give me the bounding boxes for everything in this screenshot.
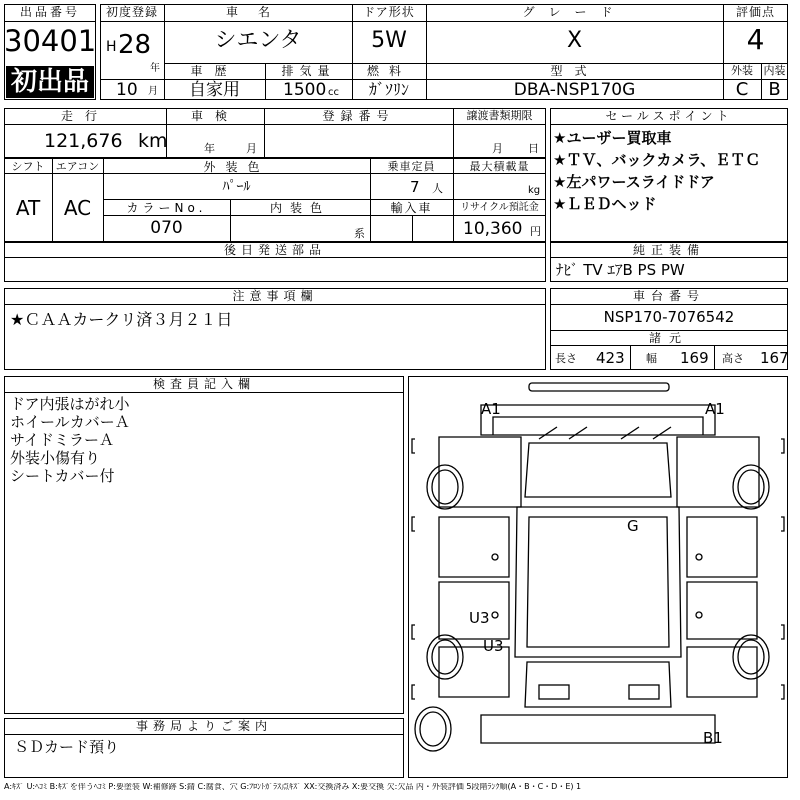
recycle-label: リサイクル預託金: [460, 202, 539, 213]
color-no-value: 070: [150, 218, 183, 238]
sales-points-label: セールスポイント: [605, 109, 733, 123]
mileage-value: 121,676: [44, 130, 123, 152]
sales-point-4: ★ＬＥＤヘッド: [553, 195, 657, 213]
color-no-label: カラーNo.: [126, 201, 207, 215]
exterior-label: 外装: [731, 64, 753, 77]
car-name: シエンタ: [214, 28, 302, 53]
width-label: 幅: [646, 352, 657, 365]
dims-label: 諸元: [648, 331, 689, 345]
sales-point-3: ★左パワースライドドア: [553, 173, 715, 191]
transfer-month-unit: 月: [492, 142, 503, 155]
capacity-value: 7: [410, 178, 420, 196]
first-listing-badge: 初出品: [6, 66, 94, 98]
displacement-value: 1500: [283, 80, 327, 100]
inspector-line-4: 外装小傷有り: [10, 449, 101, 467]
interior-score: B: [768, 79, 781, 100]
load-label: 最大積載量: [469, 160, 530, 173]
sales-point-2: ★ＴＶ、バックカメラ、ＥＴＣ: [553, 151, 761, 169]
first-reg-label: 初度登録: [105, 5, 158, 19]
grade-value: X: [566, 28, 583, 53]
office-label: 事務局よりご案内: [135, 719, 272, 733]
mark-left-side-1: U3: [469, 609, 490, 627]
recycle-unit: 円: [530, 225, 541, 238]
shift-value: AT: [15, 196, 41, 220]
displacement-unit: cc: [328, 87, 339, 98]
registration-label: 登録番号: [322, 109, 395, 123]
notes-value: ★ＣＡＡカークリ済３月２１日: [10, 310, 233, 329]
int-color-label: 内装色: [269, 201, 330, 215]
score-label: 評価点: [735, 5, 775, 19]
history-label: 車歴: [190, 64, 239, 78]
interior-label: 内装: [763, 64, 786, 77]
inspection-month-unit: 月: [246, 142, 257, 155]
era-letter: H: [106, 39, 117, 55]
load-unit: kg: [528, 185, 541, 196]
equipment-value: ﾅﾋﾞ TV ｴｱB PS PW: [556, 261, 685, 279]
score-value: 4: [746, 23, 765, 56]
mark-glass: G: [627, 517, 639, 535]
inspector-label: 検査員記入欄: [152, 377, 255, 391]
lot-label: 出品番号: [19, 5, 80, 19]
sales-point-1: ★ユーザー買取車: [553, 129, 672, 147]
chassis-number: NSP170-7076542: [603, 308, 735, 326]
capacity-label: 乗車定員: [387, 160, 436, 173]
height-label: 高さ: [722, 352, 744, 365]
damage-diagram-box: [408, 376, 788, 778]
inspector-line-3: サイドミラーＡ: [10, 431, 114, 449]
year-unit: 年: [150, 63, 160, 74]
ac-value: AC: [63, 196, 92, 220]
shift-label: シフト: [11, 160, 45, 173]
later-parts-label: 後日発送部品: [223, 243, 326, 257]
mark-left-side-2: U3: [483, 637, 504, 655]
notes-label: 注意事項欄: [232, 289, 318, 303]
exterior-score: C: [735, 79, 749, 100]
inspection-label: 車検: [190, 109, 239, 123]
model-value: DBA-NSP170G: [513, 80, 636, 100]
transfer-day-unit: 日: [528, 142, 539, 155]
mileage-label: 走行: [60, 109, 109, 123]
mark-front-right: A1: [705, 400, 725, 418]
car-diagram: [409, 377, 787, 777]
fuel-value: ｶﾞｿﾘﾝ: [368, 80, 409, 99]
model-label: 型式: [550, 64, 599, 78]
lot-number: 30401: [4, 24, 97, 58]
ext-color-value: ﾊﾟｰﾙ: [222, 179, 251, 195]
transfer-label: 譲渡書類期限: [466, 109, 533, 122]
mark-front-left: A1: [481, 400, 501, 418]
ac-label: エアコン: [55, 160, 100, 173]
month-unit: 月: [148, 86, 158, 97]
inspector-line-1: ドア内張はがれ小: [10, 395, 130, 413]
recycle-value: 10,360: [463, 219, 523, 239]
int-color-unit: 系: [354, 227, 365, 240]
grade-label: グレード: [522, 5, 627, 19]
length-value: 423: [596, 349, 625, 367]
fuel-label: 燃料: [366, 64, 411, 78]
import-label: 輸入車: [390, 201, 433, 215]
mark-rear-right: B1: [703, 729, 723, 747]
inspector-line-5: シートカバー付: [10, 467, 115, 485]
capacity-unit: 人: [432, 182, 443, 195]
door-label: ドア形状: [363, 5, 415, 19]
height-value: 167: [760, 349, 789, 367]
equipment-label: 純正装備: [632, 243, 705, 257]
mileage-unit: km: [138, 130, 168, 152]
inspection-year-unit: 年: [204, 142, 215, 155]
history-value: 自家用: [189, 80, 240, 100]
inspector-line-2: ホイールカバーＡ: [10, 413, 130, 431]
displacement-label: 排気量: [281, 64, 336, 78]
width-value: 169: [680, 349, 709, 367]
legend-text: A:ｷｽﾞ U:ﾍｺﾐ B:ｷｽﾞを伴うﾍｺﾐ P:要塗装 W:補修跡 S:錆 C:腐食、穴 G:ﾌﾛﾝﾄｶﾞﾗｽ点ｷｽﾞ XX:交換済み X:要交換 欠:欠品 内・外装評価 5段階ﾗﾝｸ順(A・B・C・D・E) 1: [4, 783, 582, 791]
first-reg-month: 10: [116, 80, 138, 100]
office-value: ＳＤカード預り: [14, 738, 120, 756]
first-reg-year: 28: [118, 30, 152, 60]
length-label: 長さ: [555, 352, 577, 365]
chassis-label: 車台番号: [632, 289, 705, 303]
car-name-label: 車名: [225, 5, 290, 19]
ext-color-label: 外装色: [203, 160, 270, 174]
door-value: 5W: [371, 28, 407, 53]
